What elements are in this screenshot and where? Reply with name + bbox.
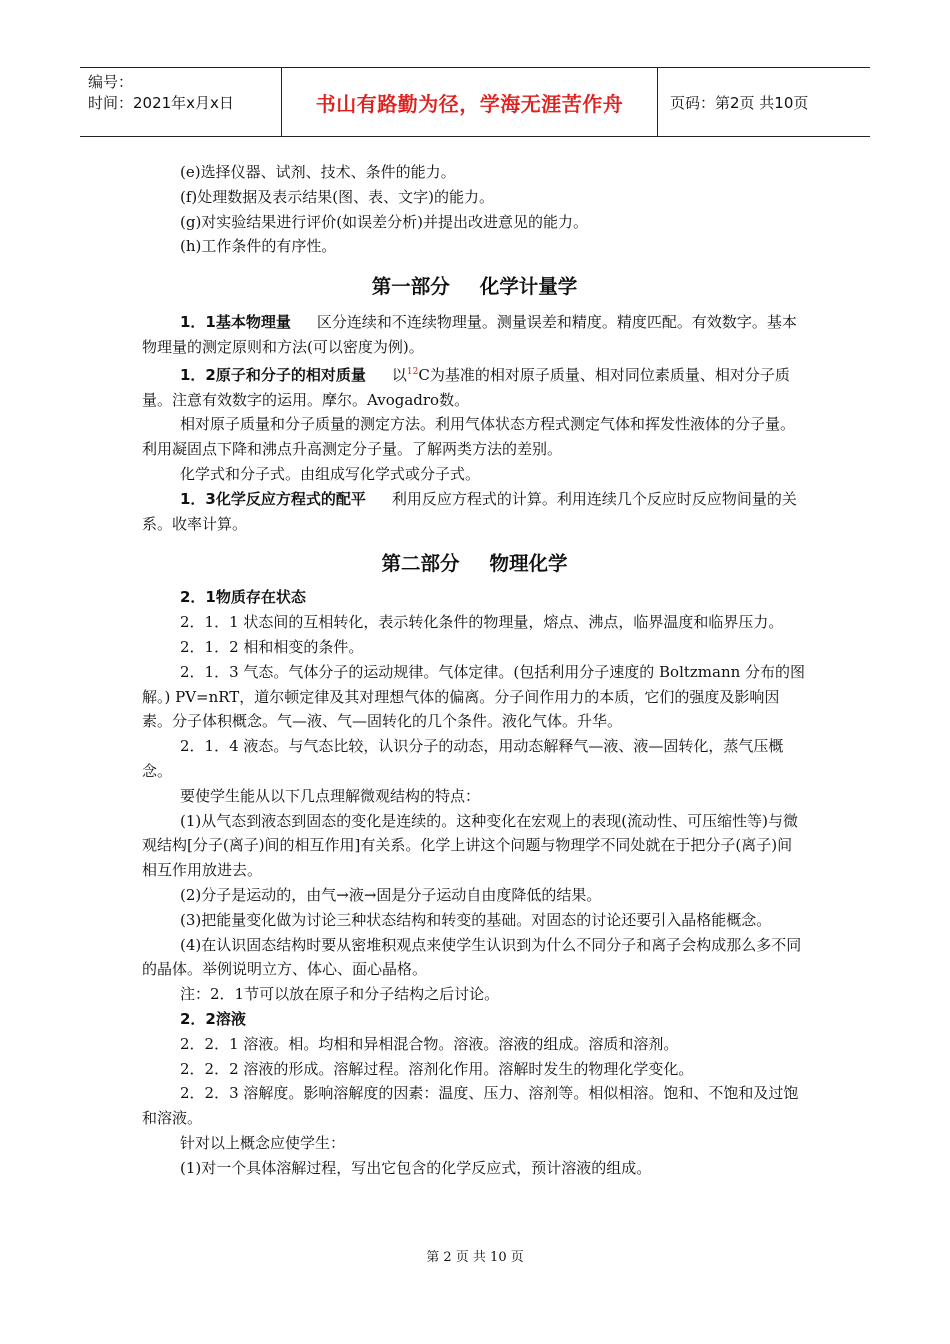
- part2-heading: [142, 548, 807, 576]
- section-1-2: [142, 360, 807, 413]
- header-meta: [80, 68, 282, 136]
- page-header: [80, 67, 870, 137]
- isotope-superscript: 12: [406, 366, 419, 377]
- section-2-2-title: 2．2溶液: [180, 1009, 246, 1028]
- time-label: 时间：2021年x月x日: [88, 94, 234, 112]
- paragraph-2-1-2: 2．1．2 相和相变的条件。: [180, 637, 364, 656]
- document-body: [142, 160, 807, 1180]
- part1-number: 第一部分: [371, 275, 450, 299]
- paragraph-requirements: 要使学生能从以下几点理解微观结构的特点：: [180, 786, 481, 805]
- paragraph-formula: 化学式和分子式。由组成写化学式或分子式。: [180, 464, 481, 483]
- requirement-1: (1)从气态到液态到固态的变化是连续的。这种变化在宏观上的表现(流动性、可压缩性等)与微观结构[分子(离子)间的相互作用]有关系。化学上讲这个问题与物理学不同处就在于把分子(离子)间相互作用放进去。: [142, 811, 798, 880]
- paragraph-2-1-1: 2．1．1 状态间的互相转化，表示转化条件的物理量，熔点、沸点，临界温度和临界压力。: [180, 613, 784, 632]
- intro-item-g: (g)对实验结果进行评价(如误差分析)并提出改进意见的能力。: [180, 212, 589, 231]
- paragraph-2-2-1: 2．2．1 溶液。相。均相和异相混合物。溶液。溶液的组成。溶质和溶剂。: [180, 1034, 679, 1053]
- intro-item-e: (e)选择仪器、试剂、技术、条件的能力。: [180, 163, 456, 181]
- section-1-3: [142, 487, 807, 537]
- part2-name: 物理化学: [489, 552, 568, 576]
- section-1-3-title: 1．3化学反应方程式的配平: [180, 489, 366, 508]
- part2-number: 第二部分: [381, 552, 460, 576]
- paragraph-2-2-2: 2．2．2 溶液的形成。溶解过程。溶剂化作用。溶解时发生的物理化学变化。: [180, 1059, 694, 1078]
- section-1-3-text: 利用反应方程式的计算。利用连续几个反应时反应物间量的关系。收率计算。: [142, 489, 797, 533]
- section-2-1-title: 2．1物质存在状态: [180, 588, 306, 607]
- part1-heading: [142, 271, 807, 299]
- intro-item-f: (f)处理数据及表示结果(图、表、文字)的能力。: [180, 187, 494, 206]
- paragraph-2-1-3: 2．1．3 气态。气体分子的运动规律。气体定律。(包括利用分子速度的 Boltzmann 分布的图解。) PV=nRT，道尔顿定律及其对理想气体的偏离。分子间作用力的本质，它们的强度及影响因素。分子体积概念。气—液、气—固转化的几个条件。液化气体。升华。: [142, 662, 806, 731]
- intro-item-h: (h)工作条件的有序性。: [180, 237, 337, 256]
- requirement-3: (3)把能量变化做为讨论三种状态结构和转变的基础。对固态的讨论还要引入晶格能概念。: [180, 910, 772, 929]
- section-1-2-title: 1．2原子和分子的相对质量: [180, 365, 366, 384]
- section-1-1-text: 区分连续和不连续物理量。测量误差和精度。精度匹配。有效数字。基本物理量的测定原则和方法(可以密度为例)。: [142, 313, 797, 356]
- header-motto: 书山有路勤为径，学海无涯苦作舟: [282, 68, 658, 136]
- section-2-1: [142, 585, 807, 610]
- section-2-2: [142, 1007, 807, 1032]
- paragraph-student-goals: 针对以上概念应使学生：: [180, 1133, 346, 1152]
- paragraph-mass-methods: 相对原子质量和分子质量的测定方法。利用气体状态方程式测定气体和挥发性液体的分子量。利用凝固点下降和沸点升高测定分子量。了解两类方法的差别。: [142, 415, 796, 459]
- requirement-4: (4)在认识固态结构时要从密堆积观点来使学生认识到为什么不同分子和离子会构成那么多不同的晶体。举例说明立方、体心、面心晶格。: [142, 935, 802, 979]
- section-1-2-pre: 以: [391, 365, 407, 384]
- requirement-2: (2)分子是运动的，由气→液→固是分子运动自由度降低的结果。: [180, 885, 602, 904]
- header-page-info: 页码：第2页 共10页: [670, 93, 809, 112]
- section-1-2-text: C为基准的相对原子质量、相对同位素质量、相对分子质量。注意有效数字的运用。摩尔。Avogadro数。: [142, 365, 790, 409]
- section-1-1: [142, 310, 807, 360]
- section-1-1-title: 1．1基本物理量: [180, 313, 291, 332]
- note: 注：2．1节可以放在原子和分子结构之后讨论。: [180, 985, 500, 1004]
- part1-name: 化学计量学: [479, 275, 578, 299]
- code-label: 编号：: [88, 73, 134, 91]
- student-goal-1: (1)对一个具体溶解过程，写出它包含的化学反应式，预计溶液的组成。: [180, 1158, 652, 1177]
- page-footer: 第 2 页 共 10 页: [426, 1250, 524, 1265]
- paragraph-2-1-4: 2．1．4 液态。与气态比较，认识分子的动态，用动态解释气—液、液—固转化，蒸气压概念。: [142, 737, 784, 780]
- paragraph-2-2-3: 2．2．3 溶解度。影响溶解度的因素：温度、压力、溶剂等。相似相溶。饱和、不饱和及过饱和溶液。: [142, 1084, 799, 1128]
